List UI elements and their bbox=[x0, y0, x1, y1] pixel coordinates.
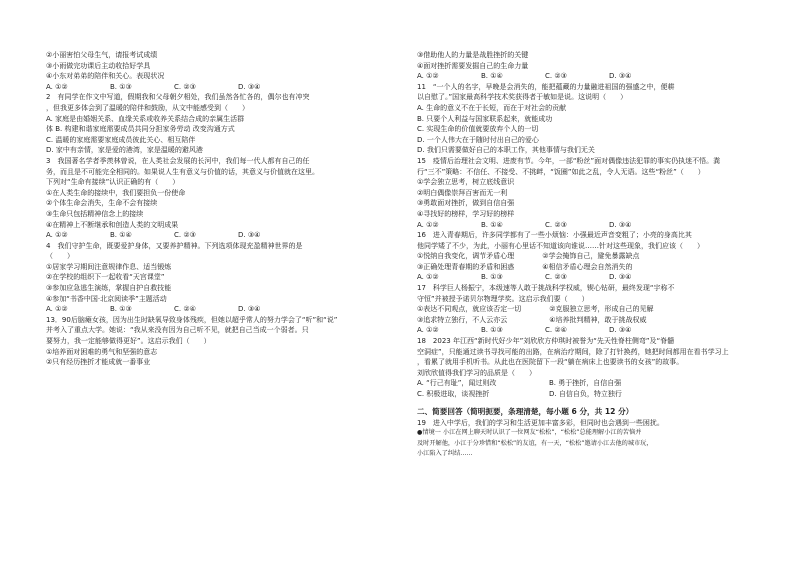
answer-option: A. ①② bbox=[417, 273, 439, 282]
answer-option: D. 自信自负，特立独行 bbox=[549, 390, 622, 398]
section-heading: 二、简要回答（简明扼要，条理清楚，每小题 6 分，共 12 分） bbox=[417, 406, 634, 416]
answer-option: B. ①④ bbox=[110, 231, 132, 240]
text-line: 他同学矮了不少，为此，小丽有心里话不知道该向谁说……针对这些现象，我们应该（ ） bbox=[417, 241, 704, 250]
answer-option: D. ③④ bbox=[238, 231, 261, 240]
text-line: 小江陷入了纠结…… bbox=[417, 450, 473, 458]
text-line: 3 我国著名学者季羡林曾说，在人类社会发展的长河中，我们每一代人都有自己的任 bbox=[46, 156, 310, 165]
answer-option: C. ②③ bbox=[545, 72, 567, 81]
answer-options bbox=[46, 82, 391, 93]
answer-options bbox=[417, 389, 764, 400]
answer-option: A. ①② bbox=[46, 82, 68, 91]
text-line: ③勇敢面对挫折，做到自信自强 bbox=[417, 199, 515, 208]
text-line: C. 实现生命的价值就要放弃个人的一切 bbox=[417, 125, 539, 134]
answer-option: A. ①② bbox=[417, 326, 439, 335]
answer-options bbox=[46, 304, 391, 315]
text-line: ③正确处理青春期的矛盾和困惑 ④相信矛盾心理会自然消失的 bbox=[417, 262, 633, 271]
text-line: 17 科学巨人杨振宁，本级速等人敢于挑战科学权威，锲心钻研，最终发现“宇称不 bbox=[417, 284, 675, 293]
text-line: 4 我们守护生命，既要爱护身体，又要养护精神。下列选项体现充盈精神世界的是 bbox=[46, 241, 303, 250]
text-line: ④在精神上不断继承和创造人类的文明成果 bbox=[46, 220, 179, 229]
answer-options bbox=[417, 378, 764, 389]
text-line: ●情境一 小江在网上聊天时认识了一位网友“松松”，“松松”总能理解小江的苦恼并 bbox=[417, 429, 642, 437]
answer-option: C. 积极进取，谈视挫折 bbox=[417, 390, 490, 398]
answer-option: D. ③④ bbox=[609, 72, 632, 81]
answer-option: C. ②③ bbox=[545, 273, 567, 282]
text-line: 体 B. 构建和谐家庭需要成员共同分担家务劳动 改变沟通方式 bbox=[46, 125, 235, 134]
text-line: A. 生命的意义不在于长短，而在于对社会的贡献 bbox=[417, 103, 567, 112]
text-line: 2 有同学在作文中写道，假期我和父母朝夕相处，我们虽然各忙各的，偶尔也有冲突 bbox=[46, 93, 310, 102]
text-line: 刘欣欣值得我们学习的品质是（ ） bbox=[417, 368, 536, 377]
answer-option: C. ②③ bbox=[174, 82, 196, 91]
answer-option: C. ②③ bbox=[174, 231, 196, 240]
text-line: 15 疫情后治理社会文明、进废有节。今年，一部“粉丝”面对偶像违法犯罪的事实仍执迷不悟。粪 bbox=[417, 156, 721, 165]
text-line: ③生命只包括精神信念上的接续 bbox=[46, 209, 144, 218]
answer-option: D. ③④ bbox=[238, 305, 261, 314]
answer-option: A. ①② bbox=[46, 305, 68, 314]
text-line: ②只有经历挫折才能成就一番事业 bbox=[46, 358, 151, 367]
text-line: 要努力，我一定能够做得更好”。这启示我们（ ） bbox=[46, 337, 211, 346]
text-line: 16 进入青春期后，许多同学都有了一些小烦恼：小强最近声音变粗了；小亮的身高比其 bbox=[417, 231, 692, 240]
text-line: ②明白偶像崇拜百害而无一利 bbox=[417, 188, 508, 197]
text-line: D. 一个人伟大在于随时付出自己的爱心 bbox=[417, 135, 539, 144]
answer-option: C. ②③ bbox=[545, 220, 567, 229]
text-line: ①培养面对困难的勇气和坚强的意志 bbox=[46, 347, 158, 356]
text-line: B. 只要个人利益与国家联系起来，就能成功 bbox=[417, 114, 553, 123]
answer-options bbox=[417, 272, 764, 283]
answer-option: B. ①④ bbox=[481, 220, 503, 229]
text-line: ①表达不同观点，就应该否定一切 ②克服独立思考，形成自己的见解 bbox=[417, 305, 654, 314]
answer-option: A. ①② bbox=[417, 220, 439, 229]
answer-option: D. ③④ bbox=[609, 326, 632, 335]
answer-option: B. ①③ bbox=[481, 326, 503, 335]
text-line: ②小丽害怕父母生气，请报考试成绩 bbox=[46, 51, 158, 59]
right-column bbox=[417, 50, 764, 460]
answer-option: A. ①② bbox=[417, 72, 439, 81]
text-line: 以自慰了。”国家最高科学技术奖获得者于敏如是说。这说明（ ） bbox=[417, 93, 628, 102]
answer-options bbox=[417, 71, 764, 82]
text-line: ③追求特立独行，不人云亦云 ④培养批判精神，敢于挑战权威 bbox=[417, 315, 647, 324]
text-line: 并考入了重点大学。她说：“我从来没有因为自己听不见，就把自己当成一个弱者。只 bbox=[46, 326, 309, 335]
answer-option: D. ③④ bbox=[609, 220, 632, 229]
left-column bbox=[46, 50, 391, 368]
answer-option: C. ②④ bbox=[174, 305, 196, 314]
text-line: ①在人类生命的接续中，我们要担负一份使命 bbox=[46, 188, 186, 197]
answer-option: C. ②④ bbox=[545, 326, 567, 335]
text-line: ③小雨做完功课后主动收拾好学具 bbox=[46, 61, 151, 70]
text-line: ③参加应急逃生演练，掌握自护自救技能 bbox=[46, 284, 172, 293]
answer-options bbox=[417, 220, 764, 231]
text-line: ②在学校的组织下一起收看“天宫课堂” bbox=[46, 273, 165, 282]
text-line: ，看累了就用手机听书。从此也在医院留下一段“躺在病床上也要读书的女孩”的故事。 bbox=[417, 358, 684, 367]
text-line: D. 我们只需要做好自己的本职工作，其他事情与我们无关 bbox=[417, 146, 595, 155]
answer-option: D. ③④ bbox=[609, 273, 632, 282]
text-line: A. 家庭是由婚姻关系、血缘关系或收养关系结合成的亲属生活群 bbox=[46, 114, 245, 123]
text-line: ①学会独立思考，树立底线意识 bbox=[417, 178, 515, 187]
text-line: （ ） bbox=[46, 252, 74, 261]
text-line: 18 2023 年江西“新时代好少年”刘欣欣方仲琪时被誉为“先天性脊柱侧弯”及“脊髓 bbox=[417, 337, 675, 346]
text-line: ④小东对弟弟的陪伴和关心。表现状况 bbox=[46, 72, 165, 81]
text-line: ②个体生命会消失，生命不会有接续 bbox=[46, 199, 158, 208]
text-line: 13．90后脑瘫女孩，因为出生时缺氧导致身体残疾，但她以超乎常人的努力学会了“听”和“说” bbox=[46, 315, 338, 324]
answer-option: D. ③④ bbox=[238, 82, 261, 91]
text-line: ④寻找好的榜样，学习好的榜样 bbox=[417, 209, 515, 218]
answer-option: A. “行己有耻”，闻过则改 bbox=[417, 379, 497, 388]
text-line: ①居家学习期间注意规律作息、适当锻炼 bbox=[46, 262, 172, 271]
text-line: 守恒”并被授予诺贝尔物理学奖。这启示我们要（ ） bbox=[417, 294, 589, 303]
answer-option: B. ①④ bbox=[481, 72, 503, 81]
answer-option: B. 勇于挫折，自信自强 bbox=[549, 379, 622, 388]
answer-option: B. ①③ bbox=[110, 82, 132, 91]
answer-options bbox=[46, 230, 391, 241]
text-line: ④参加“书香中国·北京阅读季”主题活动 bbox=[46, 294, 167, 303]
text-line: 务，而且是不可能完全相同的。如果说人生有意义与价值的话，其意义与价值就在这里。 bbox=[46, 167, 319, 176]
text-line: 及时开解他，小江于分珍惜和“松松”的友谊，有一天，“松松”邀请小江去他的城市玩， bbox=[417, 439, 653, 447]
text-line: 19 进入中学后，我们的学习和生活更加丰富多彩，但同时也会遇到一些困扰。 bbox=[417, 418, 664, 427]
answer-option: B. ①③ bbox=[110, 305, 132, 314]
text-line: ③借助他人的力量是战胜挫折的关键 bbox=[417, 51, 529, 59]
text-line: C. 温暖的家庭需要家庭成员彼此关心、相互陪伴 bbox=[46, 135, 196, 144]
text-line: ①悦纳自我变化，调节矛盾心理 ②学会掩饰自己，避免暴露缺点 bbox=[417, 252, 640, 261]
text-line: ④面对挫折需要发掘自己的生命力量 bbox=[417, 61, 529, 70]
answer-option: A. ①② bbox=[46, 231, 68, 240]
text-line: 行“三不”策略：不信任、不接受、不挑衅，“饭圈”如此之乱，令人无语。这些“粉丝”（ ） bbox=[417, 167, 705, 176]
text-line: 空洞症”，只能通过读书寻找可能的出路，在病治疗期间，除了打针换药，她把时间都用在看书学习上 bbox=[417, 347, 729, 356]
text-line: ，但我更多体会到了温暖的陪伴和鼓励，从文中能感受到（ ） bbox=[46, 103, 249, 112]
answer-options bbox=[417, 325, 764, 336]
answer-option: B. ①③ bbox=[481, 273, 503, 282]
text-line: D. 家中有亲情，家是爱的港湾，家是温暖的避风港 bbox=[46, 146, 203, 155]
text-line: 下列对“生命有接续”认识正确的有（ ） bbox=[46, 178, 180, 187]
text-line: 11 “一个人的名字，早晚是会消失的，能把蕴藏的力量融进祖国的强盛之中，便耕 bbox=[417, 82, 675, 91]
